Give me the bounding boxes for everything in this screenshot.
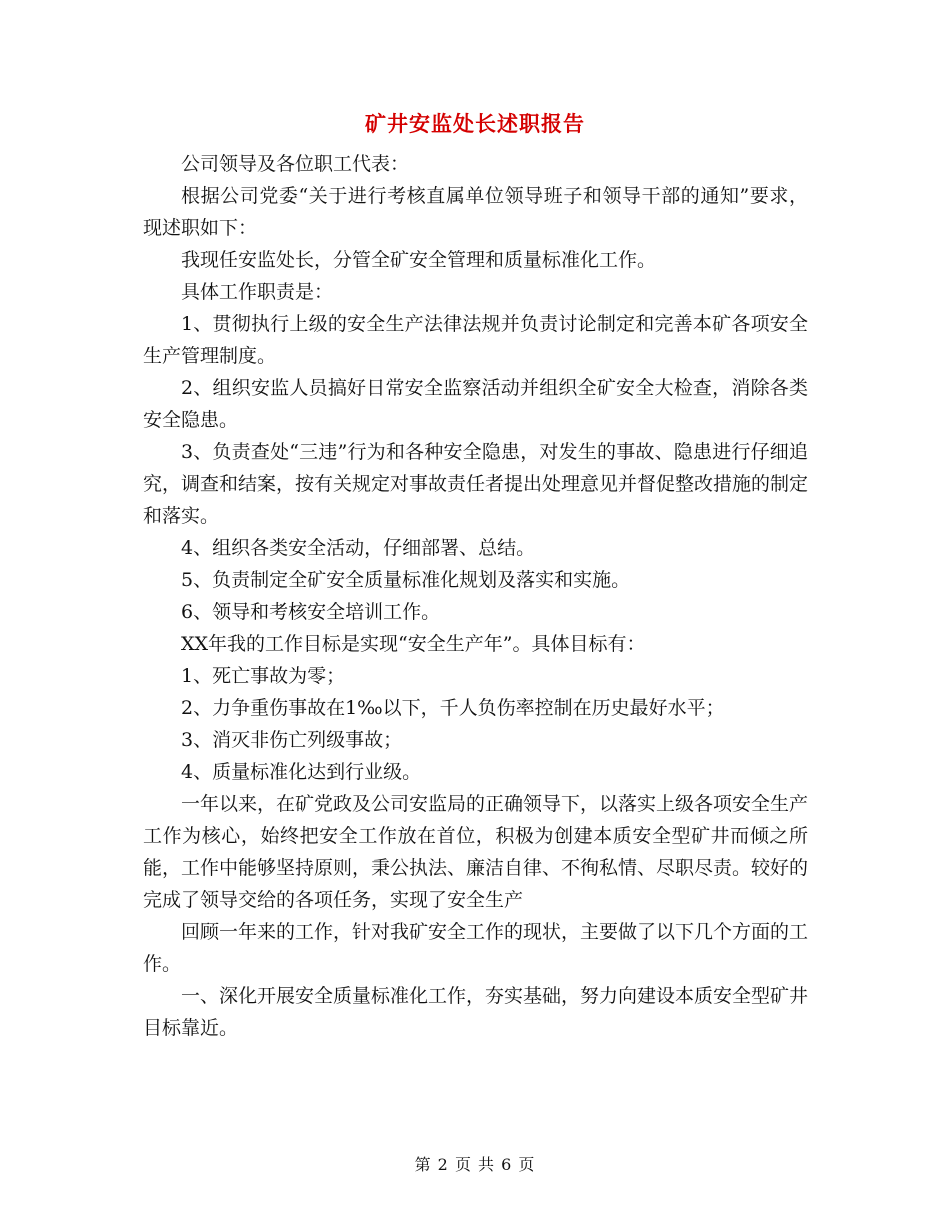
paragraph: XX年我的工作目标是实现“安全生产年”。具体目标有：	[181, 633, 646, 655]
paragraph: 4、质量标准化达到行业级。	[181, 761, 422, 783]
paragraph: 3、消灭非伤亡列级事故；	[181, 729, 403, 751]
paragraph: 4、组织各类安全活动，仔细部署、总结。	[181, 537, 536, 559]
paragraph: 一年以来，在矿党政及公司安监局的正确领导下，以落实上级各项安全生产工作为核心，始终把安全工作放在首位，积极为创建本质安全型矿井而倾之所能，工作中能够坚持原则，秉公执法、廉洁自律、不徇私情、尽职尽责。较好的完成了领导交给的各项任务，实现了安全生产	[143, 793, 809, 911]
paragraph: 2、力争重伤事故在1‰以下，千人负伤率控制在历史最好水平；	[181, 697, 725, 719]
paragraph: 一、深化开展安全质量标准化工作，夯实基础，努力向建设本质安全型矿井目标靠近。	[143, 985, 809, 1039]
paragraph: 具体工作职责是：	[181, 281, 334, 303]
document-title: 矿井安监处长述职报告	[365, 111, 585, 136]
paragraph: 回顾一年来的工作，针对我矿安全工作的现状，主要做了以下几个方面的工作。	[143, 921, 809, 975]
paragraph: 我现任安监处长，分管全矿安全管理和质量标准化工作。	[181, 249, 657, 271]
paragraph: 1、贯彻执行上级的安全生产法律法规并负责讨论制定和完善本矿各项安全生产管理制度。	[143, 313, 808, 367]
paragraph: 公司领导及各位职工代表：	[181, 153, 410, 175]
page-number-footer: 第 2 页 共 6 页	[414, 1155, 536, 1174]
paragraph: 2、组织安监人员搞好日常安全监察活动并组织全矿安全大检查，消除各类安全隐患。	[143, 377, 808, 431]
paragraph: 6、领导和考核安全培训工作。	[181, 601, 441, 623]
paragraph: 根据公司党委“关于进行考核直属单位领导班子和领导干部的通知”要求，现述职如下：	[143, 185, 808, 239]
paragraph: 5、负责制定全矿安全质量标准化规划及落实和实施。	[181, 569, 631, 591]
document-body	[143, 148, 808, 1044]
paragraph: 3、负责查处“三违”行为和各种安全隐患，对发生的事故、隐患进行仔细追究，调查和结案，按有关规定对事故责任者提出处理意见并督促整改措施的制定和落实。	[143, 441, 809, 527]
paragraph: 1、死亡事故为零；	[181, 665, 346, 687]
